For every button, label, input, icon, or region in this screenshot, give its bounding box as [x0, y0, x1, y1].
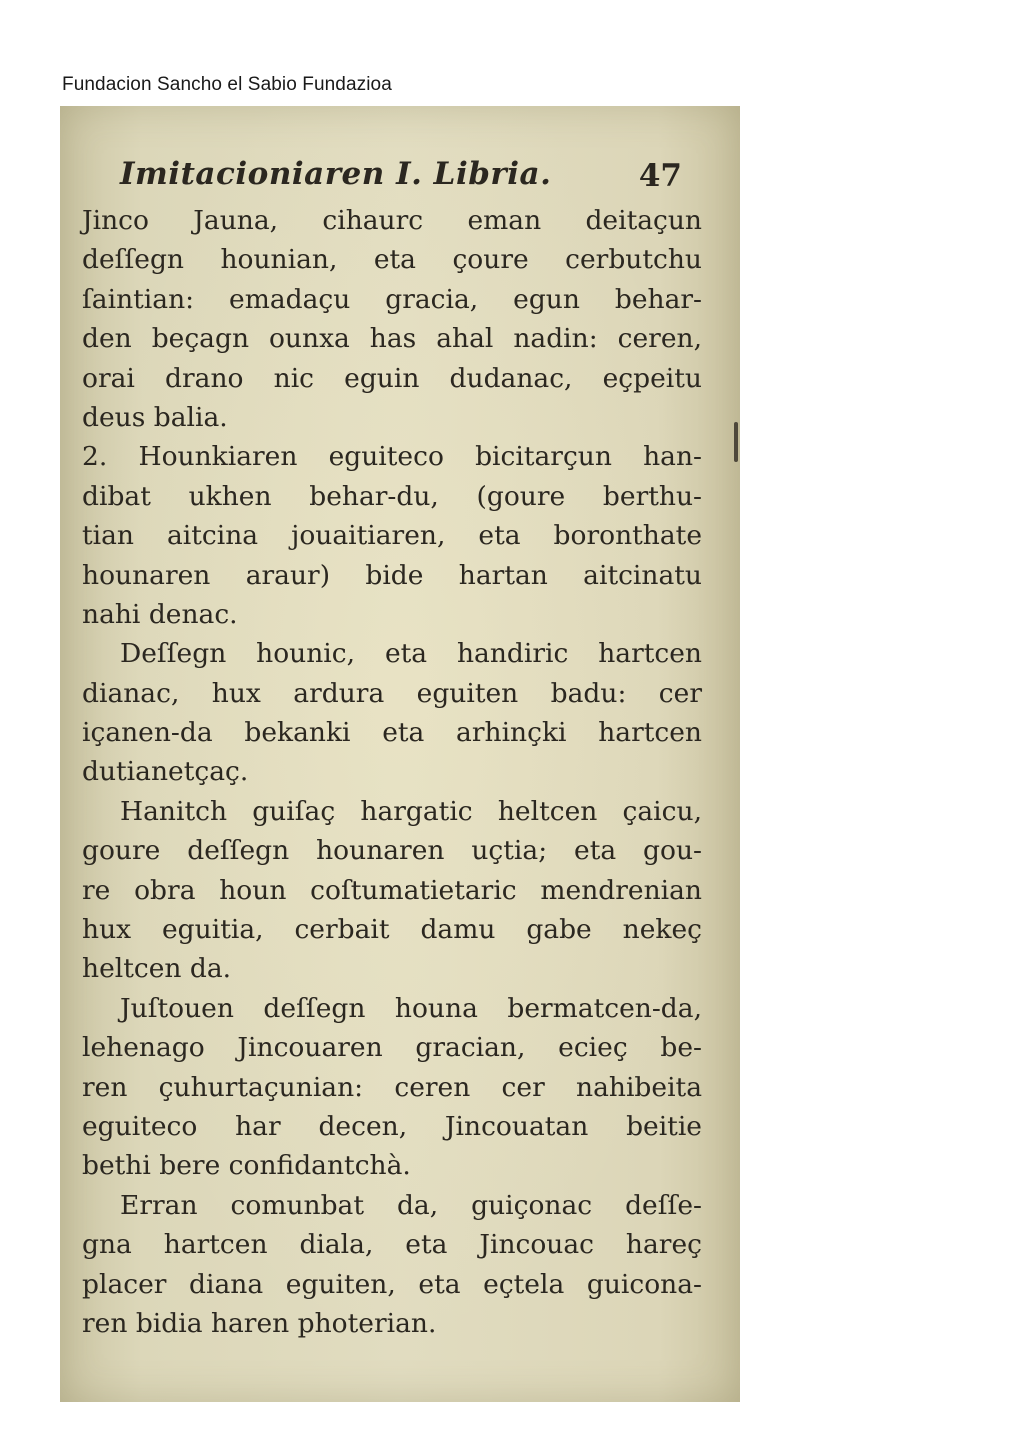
text-line: bethi bere confidantchà. [82, 1150, 411, 1182]
text-line: deſſegn hounian, eta çoure cerbutchu [82, 244, 702, 276]
text-line: hux eguitia, cerbait damu gabe nekeç [82, 914, 702, 946]
scanned-book-page [60, 106, 740, 1402]
text-line: hounaren araur) bide hartan aitcinatu [82, 559, 702, 591]
text-line: ſaintian: emadaçu gracia, egun behar- [82, 283, 702, 315]
header-credit: Fundacion Sancho el Sabio Fundazioa [62, 74, 392, 95]
text-line: içanen-da bekanki eta arhinçki hartcen [82, 717, 702, 749]
text-line: ren bidia haren photerian. [82, 1307, 437, 1339]
text-line: re obra houn coſtumatietaric mendrenian [82, 874, 702, 906]
text-line: Deſſegn hounic, eta handiric hartcen [120, 638, 702, 670]
text-line: Hanitch guiſaç hargatic heltcen çaicu, [120, 795, 702, 827]
text-line: tian aitcina jouaitiaren, eta boronthate [82, 520, 702, 552]
text-line: ren çuhurtaçunian: ceren cer nahibeita [82, 1071, 702, 1103]
text-line: Jinco Jauna, cihaurc eman deitaçun [82, 205, 702, 236]
text-line: orai drano nic eguin dudanac, eçpeitu [82, 362, 702, 394]
text-line: nahi denac. [82, 598, 238, 630]
text-line: placer diana eguiten, eta eçtela guicona- [82, 1268, 702, 1300]
text-line: dianac, hux ardura eguiten badu: cer [82, 677, 702, 709]
text-line: eguiteco har decen, Jincouatan beitie [82, 1110, 702, 1142]
text-line: deus balia. [82, 401, 228, 433]
text-line: dutianetçaç. [82, 756, 249, 788]
text-line: lehenago Jincouaren gracian, ecieç be- [82, 1032, 702, 1064]
text-line: dibat ukhen behar-du, (goure berthu- [82, 480, 702, 512]
body-text [82, 201, 702, 1343]
page-number: 47 [638, 158, 682, 194]
margin-mark [734, 422, 738, 462]
text-line: goure deſſegn hounaren uçtia; eta gou- [82, 835, 702, 867]
text-line: gna hartcen diala, eta Jincouac hareç [82, 1229, 702, 1261]
text-line: 2. Hounkiaren eguiteco bicitarçun han- [82, 441, 702, 473]
running-head [120, 156, 682, 196]
text-line: heltcen da. [82, 953, 232, 985]
text-line: Erran comunbat da, guiçonac deſſe- [120, 1189, 702, 1221]
running-title: Imitacioniaren I. Libria. [120, 156, 552, 192]
text-line: Juſtouen deſſegn houna bermatcen-da, [120, 992, 702, 1024]
text-line: den beçagn ounxa has ahal nadin: ceren, [82, 323, 702, 355]
